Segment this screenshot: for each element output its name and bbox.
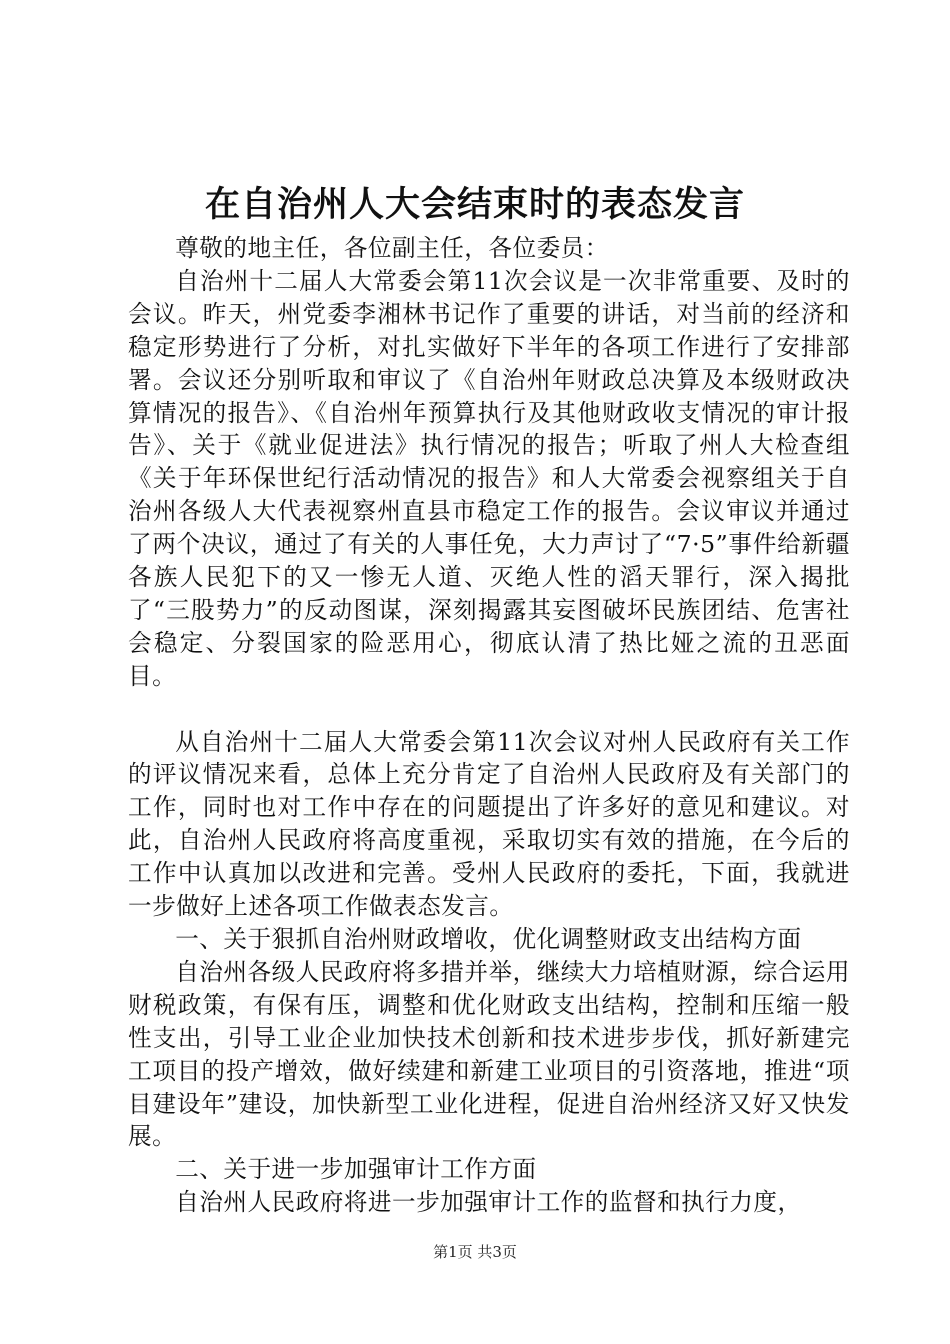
document-body: [128, 232, 850, 1219]
salutation-paragraph: 尊敬的地主任，各位副主任，各位委员：: [175, 234, 609, 262]
page-number-footer: 第1页 共3页: [433, 1243, 517, 1261]
paragraph-spacer: [128, 693, 850, 726]
section-heading-finance: 一、关于狠抓自治州财政增收，优化调整财政支出结构方面: [175, 925, 802, 954]
body-paragraph-evaluation: 从自治州十二届人大常委会第11次会议对州人民政府有关工作的评议情况来看，总体上充分肯定了自治州人民政府及有关部门的工作，同时也对工作中存在的问题提出了许多好的意见和建议。对此，自治州人民政府将高度重视，采取切实有效的措施，在今后的工作中认真加以改进和完善。受州人民政府的委托，下面，我就进一步做好上述各项工作做表态发言。: [128, 727, 850, 921]
section-heading-audit: 二、关于进一步加强审计工作方面: [175, 1155, 537, 1184]
document-title: 在自治州人大会结束时的表态发言: [204, 185, 745, 225]
body-paragraph-meeting-summary: 自治州十二届人大常委会第11次会议是一次非常重要、及时的会议。昨天，州党委李湘林书记作了重要的讲话，对当前的经济和稳定形势进行了分析，对扎实做好下半年的各项工作进行了安排部署。会议还分别听取和审议了《自治州年财政总决算及本级财政决算情况的报告》、《自治州年预算执行及其他财政收支情况的审计报告》、关于《就业促进法》执行情况的报告；听取了州人大检查组《关于年环保世纪行活动情况的报告》和人大常委会视察组关于自治州各级人大代表视察州直县市稳定工作的报告。会议审议并通过了两个决议，通过了有关的人事任免，大力声讨了“7·5”事件给新疆各族人民犯下的又一惨无人道、灭绝人性的滔天罪行，深入揭批了“三股势力”的反动图谋，深刻揭露其妄图破坏民族团结、危害社会稳定、分裂国家的险恶用心，彻底认清了热比娅之流的丑恶面目。: [128, 266, 850, 690]
body-paragraph-audit: 自治州人民政府将进一步加强审计工作的监督和执行力度，: [175, 1188, 802, 1217]
body-paragraph-finance: 自治州各级人民政府将多措并举，继续大力培植财源，综合运用财税政策，有保有压，调整和优化财政支出结构，控制和压缩一般性支出，引导工业企业加快技术创新和技术进步步伐，抓好新建完工项目的投产增效，做好续建和新建工业项目的引资落地，推进“项目建设年”建设，加快新型工业化进程，促进自治州经济又好又快发展。: [128, 957, 850, 1151]
